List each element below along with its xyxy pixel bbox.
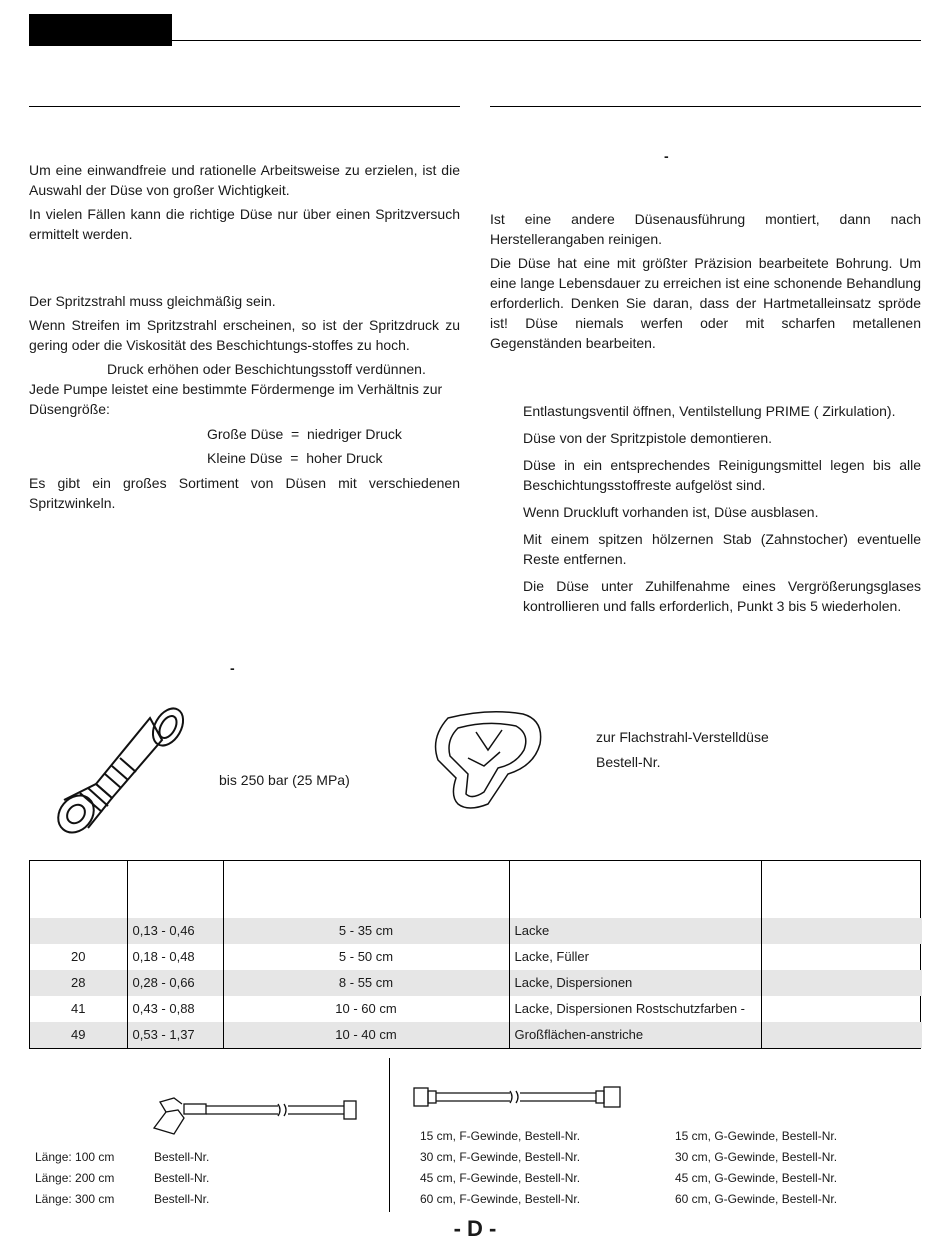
intro-paragraph: In vielen Fällen kann die richtige Düse nur über einen Spritzversuch ermittelt werden. (29, 206, 460, 242)
list-item: 45 cm, F-Gewinde, Bestell-Nr. (420, 1171, 581, 1185)
size-cell: 20 (71, 949, 86, 964)
intro-paragraph: Um eine einwandfreie und rationelle Arbeitsweise zu erzielen, ist die Auswahl der Düse von großer Wichtigkeit. (29, 162, 460, 198)
size-cell: 28 (30, 970, 127, 996)
use-cell: Lacke (509, 918, 761, 944)
table-row (30, 1022, 922, 1048)
clean-paragraph: Ist eine andere Düsenausführung montiert, dann nach Herstellerangaben reinigen. (490, 211, 921, 247)
order-cell (761, 1022, 922, 1048)
size-cell: 49 (30, 1022, 127, 1048)
nozzle-table (30, 861, 922, 1048)
right-section-rule (490, 106, 921, 107)
header-line (172, 40, 921, 41)
order-label: Bestell-Nr. (154, 1171, 210, 1185)
assortment-text: Es gibt ein großes Sortiment von Düsen mit verschiedenen Spritzwinkeln. (29, 475, 460, 511)
header-cell (223, 861, 509, 918)
tip-nozzle-illustration (50, 700, 190, 840)
tip-guard-illustration (428, 708, 548, 816)
spray-cell: 5 - 35 cm (223, 918, 509, 944)
spray-cell: 10 - 40 cm (223, 1022, 509, 1048)
guard-line: zur Flachstrahl-Verstelldüse (596, 729, 769, 745)
spray-paragraph: Der Spritzstrahl muss gleichmäßig sein. (29, 293, 276, 309)
order-label: Bestell-Nr. (154, 1192, 210, 1206)
list-item: 30 cm, G-Gewinde, Bestell-Nr. (675, 1150, 838, 1164)
nozzle-rules (207, 424, 467, 468)
order-label: Bestell-Nr. (154, 1150, 210, 1164)
spray-cell: 10 - 60 cm (223, 996, 509, 1022)
list-item (35, 1189, 235, 1210)
length-label: Länge: 300 cm (35, 1192, 115, 1206)
use-cell: Großflächen-anstriche (509, 1022, 761, 1048)
table-header-row (30, 861, 922, 918)
rule-right: niedriger Druck (307, 426, 402, 442)
gun-extension-illustration (148, 1090, 364, 1140)
step-item: Düse in ein entsprechendes Reinigungsmittel legen bis alle Beschichtungsstoffreste aufgelöst sind. (523, 457, 921, 493)
gun-extension-list (35, 1147, 235, 1210)
remedy-text: Druck erhöhen oder Beschichtungsstoff verdünnen. (107, 361, 426, 377)
nozzle-table-frame (29, 860, 921, 1049)
f-thread-list (420, 1126, 650, 1210)
list-item: 60 cm, G-Gewinde, Bestell-Nr. (675, 1192, 838, 1206)
use-cell: Lacke, Dispersionen (509, 970, 761, 996)
step-item: Düse von der Spritzpistole demontieren. (523, 430, 773, 446)
width-cell: 0,28 - 0,66 (127, 970, 223, 996)
width-cell: 0,18 - 0,48 (127, 944, 223, 970)
length-label: Länge: 100 cm (35, 1150, 115, 1164)
size-cell: 41 (71, 1001, 86, 1016)
width-cell: 0,53 - 1,37 (127, 1022, 223, 1048)
width-cell: 0,43 - 0,88 (127, 996, 223, 1022)
rule-small (207, 448, 467, 468)
bottom-divider (389, 1058, 390, 1212)
rule-large (207, 424, 467, 444)
step-item: Entlastungsventil öffnen, Ventilstellung PRIME ( Zirkulation). (523, 403, 896, 419)
g-thread-list (675, 1126, 915, 1210)
order-cell (761, 918, 922, 944)
spray-cell: 5 - 50 cm (223, 944, 509, 970)
rule-right: hoher Druck (306, 450, 383, 466)
nozzle-extension-illustration (410, 1082, 630, 1112)
rule-left: Große Düse (207, 426, 284, 442)
table-row (30, 918, 922, 944)
pump-text: Jede Pumpe leistet eine bestimmte Fördermenge im Verhältnis zur Düsengröße: (29, 381, 443, 417)
guard-line: Bestell-Nr. (596, 754, 661, 770)
header-cell (509, 861, 761, 918)
spray-block (29, 291, 460, 419)
list-item: 45 cm, G-Gewinde, Bestell-Nr. (675, 1171, 838, 1185)
header-cell (30, 861, 127, 918)
length-label: Länge: 200 cm (35, 1171, 115, 1185)
width-cell: 0,13 - 0,46 (127, 918, 223, 944)
list-item: 60 cm, F-Gewinde, Bestell-Nr. (420, 1192, 581, 1206)
table-row (30, 970, 922, 996)
list-item (35, 1168, 235, 1189)
use-cell: Lacke, Dispersionen Rostschutzfarben - (509, 996, 761, 1022)
step-item: Wenn Druckluft vorhanden ist, Düse ausblasen. (523, 504, 819, 520)
size-cell (30, 918, 127, 944)
intro-block (29, 160, 460, 248)
order-cell (761, 970, 922, 996)
list-item: 30 cm, F-Gewinde, Bestell-Nr. (420, 1150, 581, 1164)
rule-eq: = (290, 450, 299, 466)
order-cell (761, 944, 922, 970)
use-cell: Lacke, Füller (509, 944, 761, 970)
list-item (35, 1147, 235, 1168)
table-row (30, 944, 922, 970)
header-cell (761, 861, 922, 918)
left-section-rule (29, 106, 460, 107)
clean-paragraph: Die Düse hat eine mit größter Präzision bearbeitete Bohrung. Um eine lange Lebensdauer zu erreichen ist eine schonende Behandlung erforderlich. Denken Sie daran, dass der Hartmetalleinsatz spröde ist! Düse niemals werfen oder mit scharfen metallenen Gegenständen bearbeiten. (490, 255, 921, 351)
accessory-dash: - (230, 660, 235, 676)
list-item: 15 cm, G-Gewinde, Bestell-Nr. (675, 1129, 838, 1143)
clean-block (490, 209, 921, 357)
nozzle-pressure: bis 250 bar (25 MPa) (219, 772, 350, 788)
step-item: Mit einem spitzen hölzernen Stab (Zahnstocher) eventuelle Reste entfernen. (523, 531, 921, 567)
list-item: 15 cm, F-Gewinde, Bestell-Nr. (420, 1129, 581, 1143)
header-block (29, 14, 172, 46)
page-label: - D - (453, 1216, 497, 1241)
order-cell (761, 996, 922, 1022)
header-cell (127, 861, 223, 918)
spray-cell: 8 - 55 cm (223, 970, 509, 996)
step-item: Die Düse unter Zuhilfenahme eines Vergrößerungsglases kontrollieren und falls erforderlich, Punkt 3 bis 5 wiederholen. (523, 578, 921, 614)
right-dash: - (664, 148, 669, 164)
guard-info (596, 725, 769, 775)
cleaning-steps (523, 401, 921, 623)
rule-left: Kleine Düse (207, 450, 283, 466)
rule-eq: = (291, 426, 300, 442)
spray-paragraph: Wenn Streifen im Spritzstrahl erscheinen, so ist der Spritzdruck zu gering oder die Viskosität des Beschichtungs-stoffes zu hoch. (29, 317, 460, 353)
table-row (30, 996, 922, 1022)
